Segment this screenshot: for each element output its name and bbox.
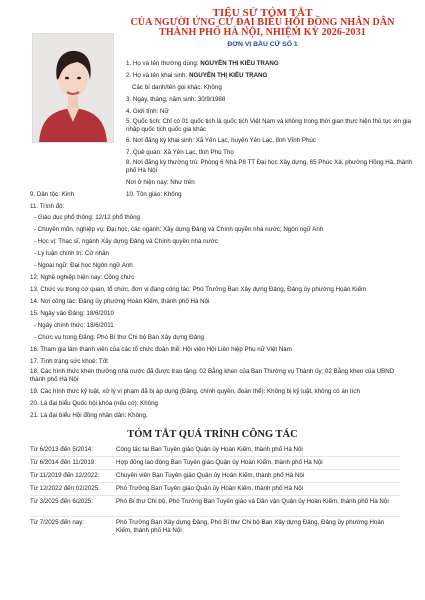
field-health: 17. Tình trạng sức khoẻ: Tốt xyxy=(30,358,108,365)
field-birth-date: 3. Ngày, tháng, năm sinh: 30/9/1988 xyxy=(126,96,226,103)
career-item-date: Từ 3/2025 đến 6/2025: xyxy=(30,498,93,505)
field-education-degree: - Học vị: Thạc sĩ, ngành Xây dựng Đảng và Chính quyền nhà nước xyxy=(34,238,218,245)
field-party-join-date: 15. Ngày vào Đảng: 18/6/2010 xyxy=(30,310,114,317)
field-birth-registration: 6. Nơi đăng ký khai sinh: Xã Yên Lạc, huyện Yên Lạc, tỉnh Vĩnh Phúc xyxy=(126,137,316,144)
career-item xyxy=(30,459,400,467)
field-discipline: 19. Các hình thức kỷ luật, xử lý vi phạm đã bị áp dụng (Đảng, chính quyền, đoàn thể): Không bị kỷ luật, không có án tích xyxy=(30,388,360,395)
document-title: TIỂU SỬ TÓM TẮT xyxy=(212,7,313,19)
career-item-text: Công tác tại Ban Tuyên giáo Quận ủy Hoàn Kiếm, thành phố Hà Nội xyxy=(116,446,303,453)
career-section-title: TÓM TẮT QUÁ TRÌNH CÔNG TÁC xyxy=(127,429,298,440)
career-item-date: Từ 7/2025 đến nay: xyxy=(30,519,85,526)
field-occupation: 12. Nghề nghiệp hiện nay: Công chức xyxy=(30,274,135,281)
field-common-name-value: NGUYỄN THỊ KIỀU TRANG xyxy=(200,60,279,67)
field-gender: 4. Giới tính: Nữ xyxy=(126,108,169,115)
career-item-date: Từ 6/2014 đến 11/2019: xyxy=(30,459,96,466)
field-education: 11. Trình độ: xyxy=(30,203,65,210)
career-item xyxy=(30,519,400,534)
field-peoples-council: 21. Là đại biểu Hội đồng nhân dân: Không. xyxy=(30,412,148,419)
career-divider xyxy=(30,495,400,496)
career-item-date: Từ 6/2013 đến 5/2014: xyxy=(30,446,93,453)
field-workplace: 14. Nơi công tác: Đảng ủy phường Hoàn Kiếm, thành phố Hà Nội xyxy=(30,298,210,305)
career-item-text: Hợp đồng lao động Ban Tuyên giáo Quận ủy Hoàn Kiếm, thành phố Hà Nội xyxy=(116,459,323,466)
field-ethnicity: 9. Dân tộc: Kinh xyxy=(30,191,75,198)
career-item-date: Từ 11/2019 đến 12/2022: xyxy=(30,472,100,479)
field-national-assembly: 20. Là đại biểu Quốc hội khóa (nếu có): Không xyxy=(30,400,158,407)
field-hometown: 7. Quê quán: Xã Yên Lạc, tỉnh Phú Thọ xyxy=(126,149,234,156)
field-awards: 18. Các hình thức khen thưởng nhà nước đã được trao tặng: 02 Bằng khen của Ban Thường vụ Thành ủy; 02 Bằng khen của UBND thành phố Hà Nội xyxy=(30,368,395,383)
career-item xyxy=(30,485,400,493)
career-divider xyxy=(30,482,400,483)
career-item-text: Phó Trưởng Ban Tuyên giáo Quận ủy Hoàn Kiếm, thành phố Hà Nội xyxy=(116,485,304,492)
field-education-political: - Lý luận chính trị: Cử nhân xyxy=(34,250,109,257)
career-item xyxy=(30,472,400,480)
field-permanent-address: 8. Nơi đăng ký thường trú: Phòng 6 Nhà P8 TT Đại học Xây dựng, 65 Phúc Xá, phường Hồng Hà, thành phố Hà Nội xyxy=(126,159,413,174)
field-nationality: 5. Quốc tịch: Chỉ có 01 quốc tịch là quốc tịch Việt Nam và không trong thời gian thực hiện thủ tục xin gia nhập quốc tịch quốc gia khác xyxy=(126,118,411,133)
career-item-date: Từ 12/2022 đến 02/2025: xyxy=(30,485,100,492)
field-party-official-date: - Ngày chính thức: 18/6/2011 xyxy=(34,322,114,329)
field-common-name: 1. Họ và tên thường dùng: NGUYỄN THỊ KIỀU TRANG xyxy=(126,60,279,67)
field-education-major: - Chuyên môn, nghiệp vụ: Đại học, các ngành: Xây dựng Đảng và Chính quyền nhà nước; Ngôn ngữ Anh xyxy=(34,226,324,233)
career-item xyxy=(30,446,400,454)
career-item-text: Chuyên viên Ban Tuyên giáo Quận ủy Hoàn Kiếm, thành phố Hà Nội xyxy=(116,472,305,479)
career-divider xyxy=(30,456,400,457)
career-item xyxy=(30,498,400,506)
field-birth-name: 2. Họ và tên khai sinh: NGUYỄN THỊ KIỀU TRANG xyxy=(126,72,268,79)
field-current-address: Nơi ở hiện nay: Như trên xyxy=(126,179,195,186)
document-term: THÀNH PHỐ HÀ NỘI, NHIỆM KỲ 2026-2031 xyxy=(159,27,366,38)
document-subtitle: CỦA NGƯỜI ỨNG CỬ ĐẠI BIỂU HỘI ĐỒNG NHÂN DÂN xyxy=(130,17,395,28)
electoral-unit: ĐƠN VỊ BẦU CỬ SỐ 1 xyxy=(227,41,298,48)
field-organizations: 16. Tham gia làm thành viên của các tổ chức đoàn thể: Hội viên Hội Liên hiệp Phụ nữ Việt Nam xyxy=(30,346,292,353)
field-position: 13. Chức vụ trong cơ quan, tổ chức, đơn vị đang công tác: Phó Trưởng Ban Xây dựng Đảng, Đảng ủy phường Hoàn Kiếm xyxy=(30,286,367,293)
field-education-general: - Giáo dục phổ thông: 12/12 phổ thông xyxy=(34,214,140,221)
document-header xyxy=(110,8,415,48)
career-divider xyxy=(30,469,400,470)
career-item-text: Phó Bí thư Chi bộ, Phó Trưởng Ban Tuyên giáo và Dân vận Quận ủy Hoàn Kiếm, thành phố Hà Nội xyxy=(116,498,389,505)
career-divider xyxy=(30,516,400,517)
field-religion: 10. Tôn giáo: Không xyxy=(126,191,182,198)
field-education-language: - Ngoại ngữ: Đại học Ngôn ngữ Anh xyxy=(34,262,133,269)
field-party-position: - Chức vụ trong Đảng: Phó Bí thư Chi bộ Ban Xây dựng Đảng xyxy=(34,334,204,341)
field-aliases: Các bí danh/tên gọi khác: Không xyxy=(132,84,222,91)
candidate-photo xyxy=(32,33,114,143)
field-birth-name-value: NGUYỄN THỊ KIỀU TRANG xyxy=(188,72,268,79)
career-item-text: Phó Trưởng Ban Xây dựng Đảng, Phó Bí thư Chi bộ Ban Xây dựng Đảng, Đảng ủy phường Hoàn Kiếm, thành phố Hà Nội xyxy=(116,519,385,534)
